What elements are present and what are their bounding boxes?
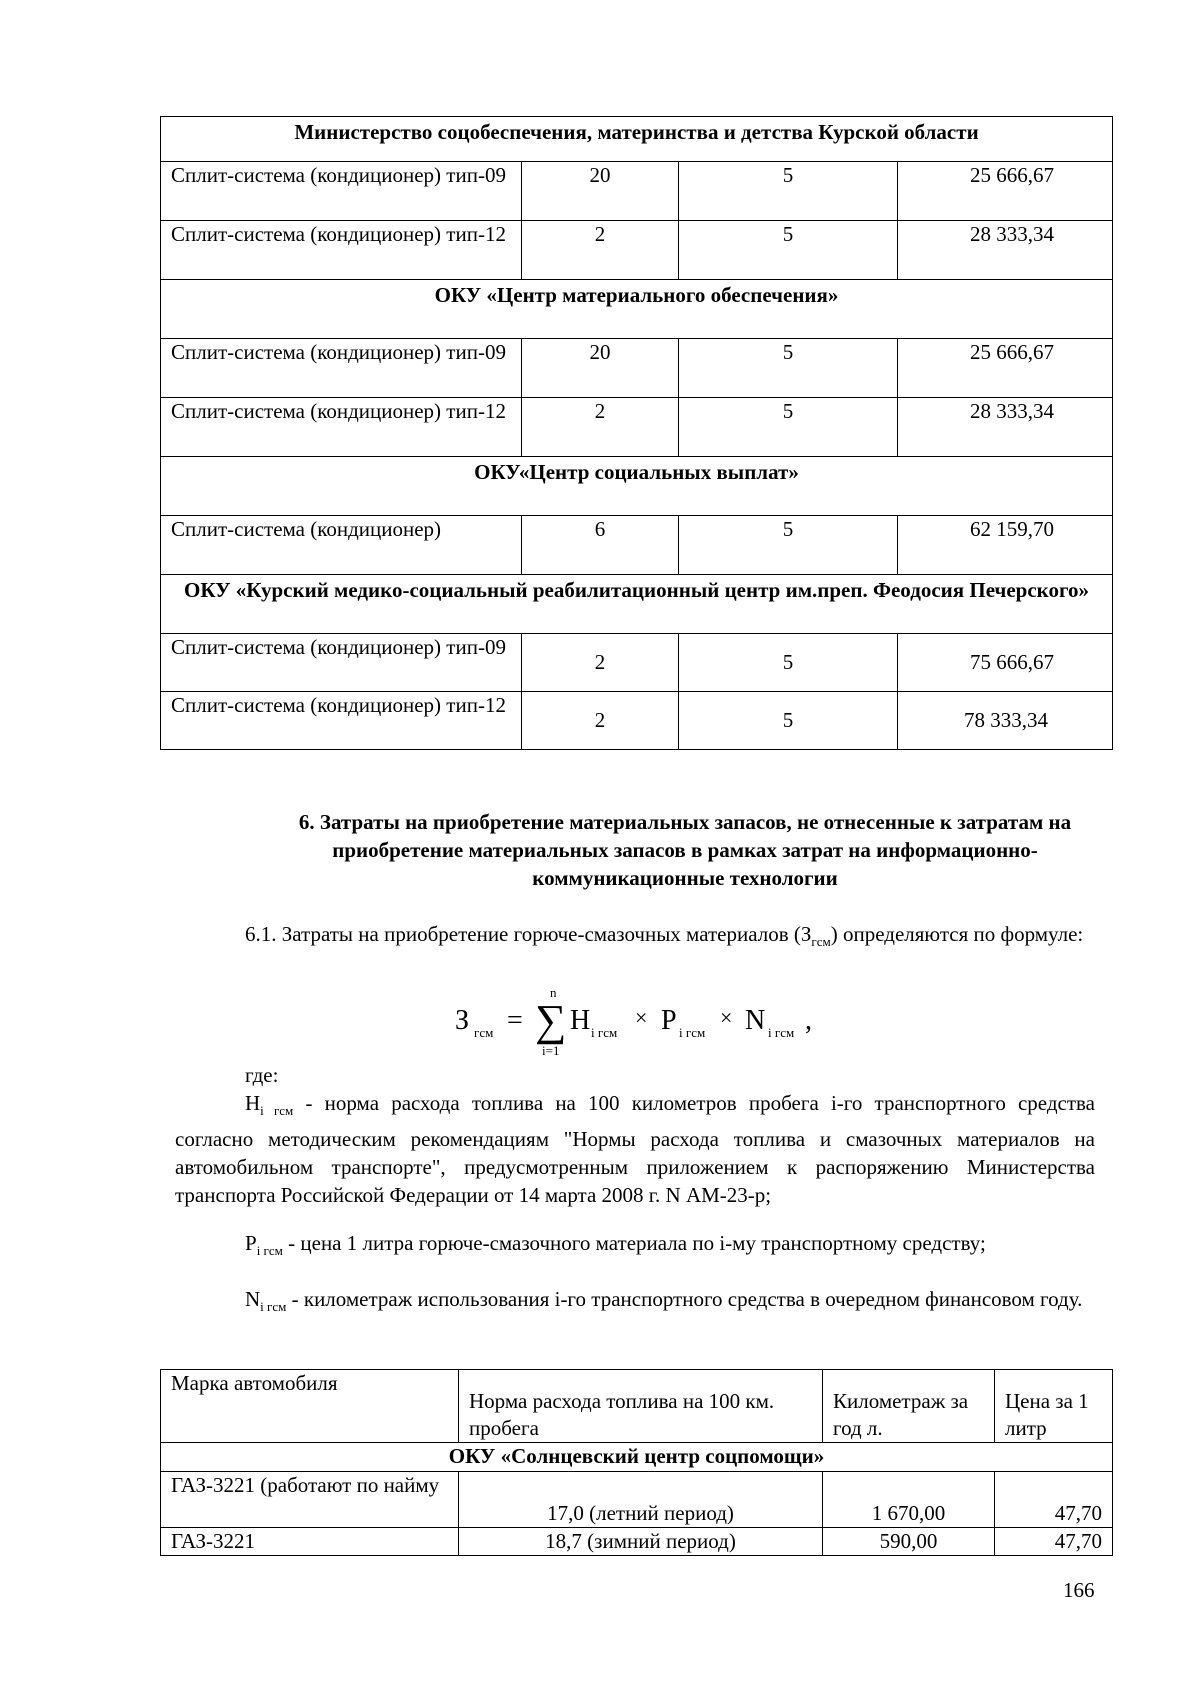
formula-term-n2: N	[745, 1005, 766, 1036]
header-fuel-norm: Норма расхода топлива на 100 км. пробега	[459, 1370, 823, 1443]
formula-term-n-sub: i гсм	[591, 1025, 618, 1040]
item-years: 5	[679, 221, 898, 280]
formula-lhs-sub: гсм	[474, 1025, 494, 1040]
item-name: Сплит-система (кондиционер) тип-09	[161, 339, 522, 398]
item-name: Сплит-система (кондиционер) тип-12	[161, 398, 522, 457]
item-name: Сплит-система (кондиционер) тип-12	[161, 692, 522, 750]
fuel-table	[160, 1369, 1113, 1556]
fuel-norm: 17,0 (летний период)	[459, 1472, 823, 1528]
item-price: 25 666,67	[898, 339, 1113, 398]
header-car-brand: Марка автомобиля	[161, 1370, 459, 1443]
section-header: ОКУ «Курский медико-социальный реабилитационный центр им.преп. Феодосия Печерского»	[161, 575, 1113, 634]
item-years: 5	[679, 339, 898, 398]
liter-price: 47,70	[995, 1528, 1113, 1556]
formula-term-p: Р	[661, 1005, 677, 1036]
formula-comma: ,	[805, 1005, 812, 1036]
mileage: 1 670,00	[823, 1472, 995, 1528]
item-name: Сплит-система (кондиционер)	[161, 516, 522, 575]
item-years: 5	[679, 516, 898, 575]
item-quantity: 2	[522, 221, 679, 280]
formula-equals: =	[507, 1005, 523, 1036]
section-header: ОКУ «Солнцевский центр соцпомощи»	[161, 1443, 1113, 1472]
header-price: Цена за 1 литр	[995, 1370, 1113, 1443]
car-name: ГАЗ-3221 (работают по найму	[161, 1472, 459, 1528]
formula-sum-top: n	[550, 985, 557, 1000]
item-quantity: 20	[522, 339, 679, 398]
item-quantity: 6	[522, 516, 679, 575]
item-price: 75 666,67	[898, 634, 1113, 692]
where-label: где:	[245, 1063, 279, 1087]
item-price: 78 333,34	[898, 692, 1113, 750]
page-number: 166	[1063, 1578, 1095, 1602]
definition-price: $Р_{i гсм}$ - цена 1 литра горюче-смазочного материала по i-му транспортному средству;	[245, 1231, 986, 1259]
formula-term-p-sub: i гсм	[679, 1025, 706, 1040]
item-price: 28 333,34	[898, 221, 1113, 280]
formula-times-1: ×	[635, 1005, 648, 1030]
formula-term-n2-sub: i гсм	[768, 1025, 795, 1040]
item-quantity: 2	[522, 398, 679, 457]
item-years: 5	[679, 162, 898, 221]
definition-norm: $Н_{i гсм}$ - норма расхода топлива на 100 километров пробега i-го транспортного средства согласно методическим рекомендациям "Нормы расхода топлива и смазочных материалов на автомобильном транспорте", предусмотренным приложением к распоряжению Министерства транспорта Российской Федерации от 14 марта 2008 г. N АМ-23-р;	[175, 1091, 1095, 1208]
item-name: Сплит-система (кондиционер) тип-09	[161, 634, 522, 692]
item-quantity: 2	[522, 692, 679, 750]
formula-sum-bottom: i=1	[542, 1043, 560, 1058]
mileage: 590,00	[823, 1528, 995, 1556]
liter-price: 47,70	[995, 1472, 1113, 1528]
item-years: 5	[679, 634, 898, 692]
section-header: ОКУ«Центр социальных выплат»	[161, 457, 1113, 516]
item-price: 62 159,70	[898, 516, 1113, 575]
formula-term-n: Н	[570, 1005, 591, 1036]
item-years: 5	[679, 692, 898, 750]
formula-lhs: З	[455, 1005, 470, 1036]
item-quantity: 20	[522, 162, 679, 221]
definition-mileage: $N_{i гсм}$ - километраж использования i-го транспортного средства в очередном финансовом году.	[245, 1287, 1083, 1315]
section-header: Министерство соцобеспечения, материнства и детства Курской области	[161, 117, 1113, 162]
paragraph-intro: 6.1. Затраты на приобретение горюче-смазочных материалов $(З_{гсм})$ определяются по формуле:	[245, 922, 1084, 950]
sum-icon: ∑	[535, 996, 567, 1045]
car-name: ГАЗ-3221	[161, 1528, 459, 1556]
item-name: Сплит-система (кондиционер) тип-12	[161, 221, 522, 280]
formula-times-2: ×	[720, 1005, 733, 1030]
fuel-norm: 18,7 (зимний период)	[459, 1528, 823, 1556]
section-heading: 6. Затраты на приобретение материальных запасов, не отнесенные к затратам на приобретение материальных запасов в рамках затрат на информационно-коммуникационные технологии	[298, 810, 1072, 890]
item-years: 5	[679, 398, 898, 457]
item-name: Сплит-система (кондиционер) тип-09	[161, 162, 522, 221]
item-price: 25 666,67	[898, 162, 1113, 221]
item-price: 28 333,34	[898, 398, 1113, 457]
air-conditioner-table	[160, 116, 1113, 750]
item-quantity: 2	[522, 634, 679, 692]
fuel-cost-formula	[455, 985, 855, 1058]
header-mileage: Километраж за год л.	[823, 1370, 995, 1443]
section-header: ОКУ «Центр материального обеспечения»	[161, 280, 1113, 339]
